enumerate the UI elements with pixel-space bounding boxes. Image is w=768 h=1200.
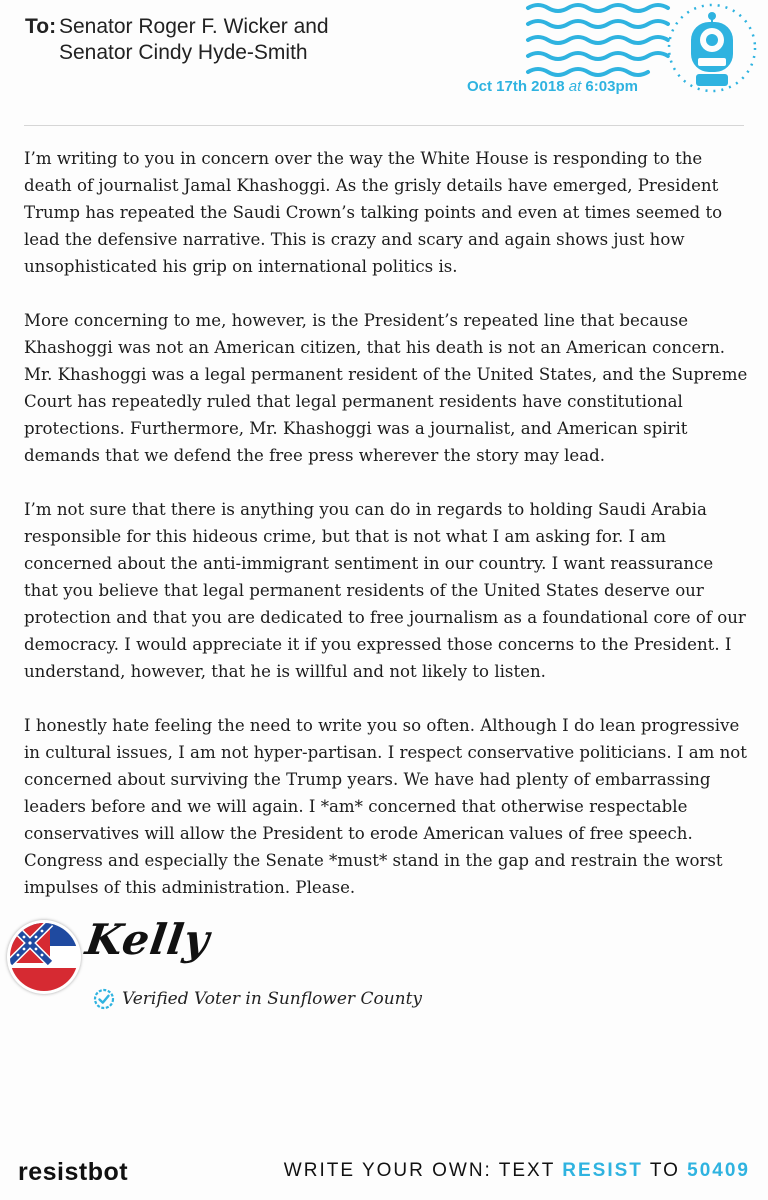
recipient-line-2: Senator Cindy Hyde-Smith: [59, 41, 308, 64]
cta-prefix: WRITE YOUR OWN: TEXT: [283, 1160, 555, 1181]
cta-keyword: RESIST: [562, 1160, 643, 1181]
signature-name: Kelly: [82, 915, 214, 964]
postmark-time: 6:03pm: [585, 78, 638, 95]
cta-number: 50409: [687, 1160, 750, 1181]
postmark-at: at: [568, 78, 582, 95]
cta-to: TO: [649, 1160, 680, 1181]
resistbot-logo: resistbot: [18, 1158, 129, 1186]
recipient-line-1: Senator Roger F. Wicker and: [59, 15, 329, 38]
letter-paragraph: I honestly hate feeling the need to write you so often. Although I do lean progressive in cultural issues, I am not hyper-partisan. I respect conservative politicians. I am not concerned about surviving the Trump years. We have had plenty of embarrassing leaders before and we will again. I *am* concerned that otherwise respectable conservatives will allow the President to erode American values of free speech. Congress and especially the Senate *must* stand in the gap and restrain the worst impulses of this administration. Please.: [24, 716, 747, 897]
call-to-action: [284, 1160, 750, 1182]
postmark-date: [467, 78, 667, 95]
postmark-date-value: Oct 17th 2018: [467, 78, 565, 95]
mississippi-flag-icon: [10, 923, 78, 991]
state-flag-avatar: [7, 920, 81, 994]
header-divider: [24, 125, 744, 126]
letter-paragraph: More concerning to me, however, is the President’s repeated line that because Khashoggi was not an American citizen, that his death is not an American concern. Mr. Khashoggi was a legal permanent resident of the United States, and the Supreme Court has repeatedly ruled that legal permanent residents have constitutional protections. Furthermore, Mr. Khashoggi was a journalist, and American spirit demands that we defend the free press wherever the story may lead.: [24, 311, 748, 465]
resistbot-robot-icon: [669, 5, 755, 91]
verified-voter-text: Verified Voter in Sunflower County: [122, 989, 423, 1009]
recipient-block: [25, 14, 329, 66]
letter-paragraph: I’m writing to you in concern over the way the White House is responding to the death of journalist Jamal Khashoggi. As the grisly details have emerged, President Trump has repeated the Saudi Crown’s talking points and even at times seemed to lead the defensive narrative. This is crazy and scary and again shows just how unsophisticated his grip on international politics is.: [24, 149, 723, 276]
letter-body: [24, 145, 750, 928]
letter-paragraph: I’m not sure that there is anything you can do in regards to holding Saudi Arabia responsible for this hideous crime, but that is not what I am asking for. I am concerned about the anti-immigrant sentiment in our country. I want reassurance that you believe that legal permanent residents of the United States deserve our protection and that you are dedicated to free journalism as a foundational core of our democracy. I would appreciate it if you expressed those concerns to the President. I understand, however, that he is willful and not likely to listen.: [24, 500, 746, 681]
verified-check-icon: [93, 988, 115, 1010]
to-label: To:: [25, 15, 57, 38]
verified-voter-line: [93, 988, 422, 1010]
